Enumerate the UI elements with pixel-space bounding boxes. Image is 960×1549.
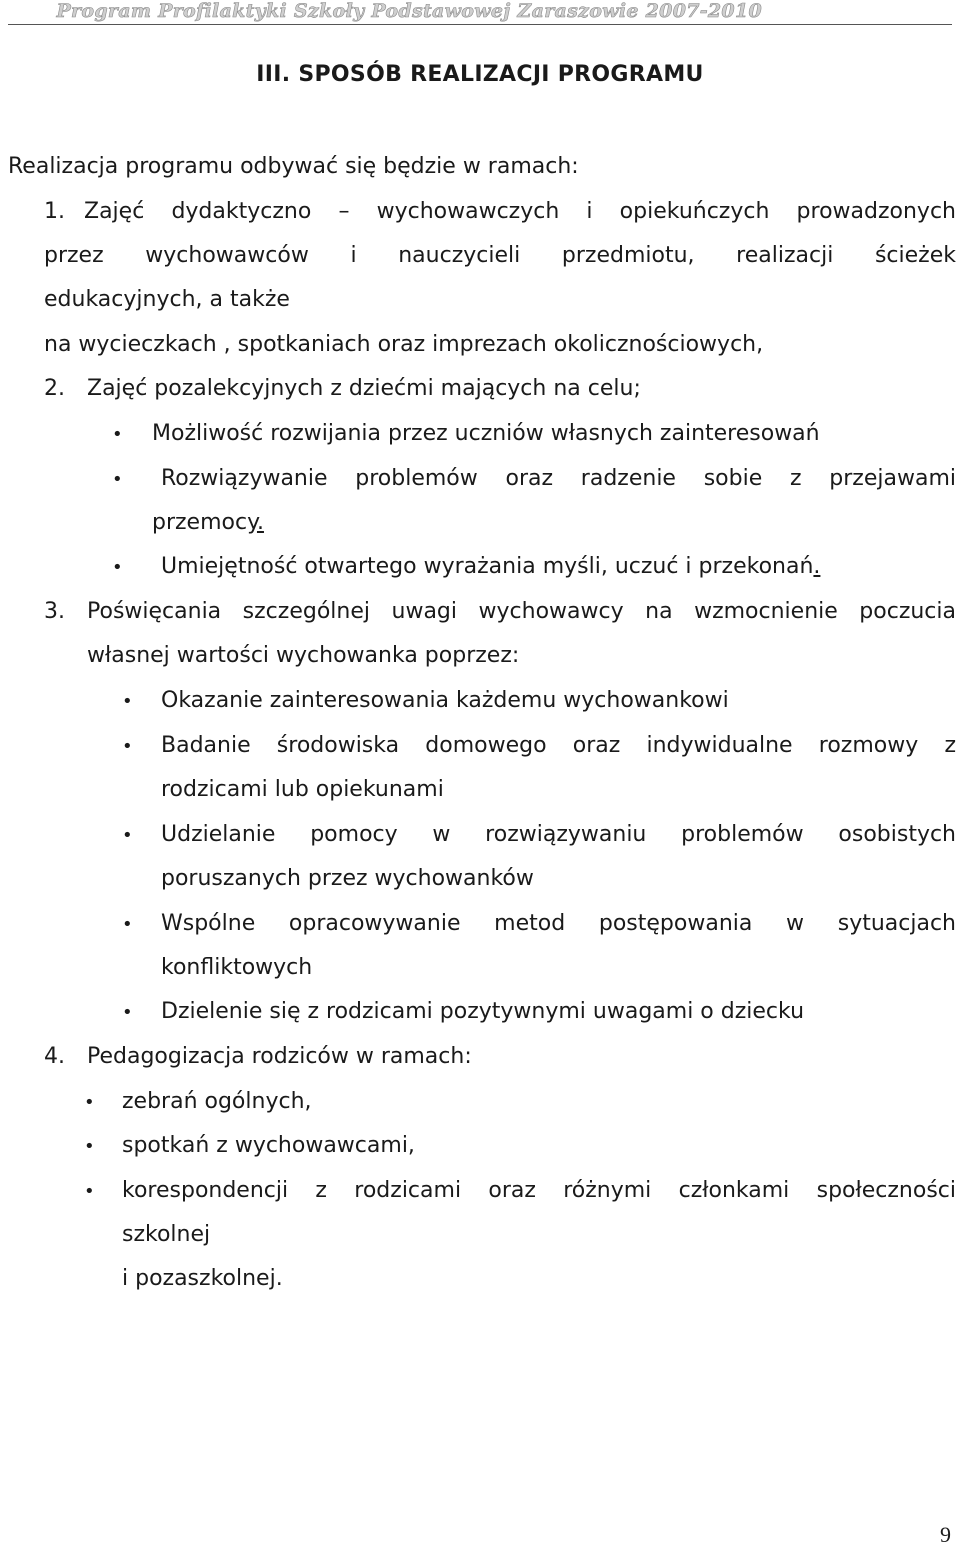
bullet-icon: • [84, 1181, 95, 1202]
bullet-icon: • [122, 1002, 133, 1023]
section-title: III. SPOSÓB REALIZACJI PROGRAMU [256, 62, 704, 87]
item3-bullet2-cont: rodzicami lub opiekunami [161, 777, 444, 802]
item3-bullet3: Udzielanie pomocy w rozwiązywaniu problemów osobistych [161, 822, 956, 847]
item2-bullet3-period: . [813, 554, 821, 579]
header-text: Program Profilaktyki Szkoły Podstawowej Zaraszowie 2007-2010 [56, 0, 762, 22]
item1-line1: Zajęć dydaktyczno – wychowawczych i opiekuńczych prowadzonych [84, 199, 956, 224]
item1-line4: na wycieczkach , spotkaniach oraz imprezach okolicznościowych, [44, 332, 764, 357]
item4-bullet3-cont2: i pozaszkolnej. [122, 1266, 283, 1291]
item3-line2: własnej wartości wychowanka poprzez: [87, 643, 520, 668]
item3-line1: Poświęcania szczególnej uwagi wychowawcy na wzmocnienie poczucia [87, 599, 956, 624]
page-number: 9 [940, 1522, 951, 1547]
item1-line2: przez wychowawców i nauczycieli przedmiotu, realizacji ścieżek [44, 243, 956, 268]
item3-number: 3. [44, 599, 65, 624]
bullet-icon: • [122, 825, 133, 846]
item4-bullet3-cont: szkolnej [122, 1222, 211, 1247]
item3-bullet4: Wspólne opracowywanie metod postępowania w sytuacjach [161, 911, 956, 936]
item3-bullet2: Badanie środowiska domowego oraz indywidualne rozmowy z [161, 733, 956, 758]
item4-line1: Pedagogizacja rodziców w ramach: [87, 1044, 472, 1069]
item4-bullet1: zebrań ogólnych, [122, 1089, 312, 1114]
intro-text: Realizacja programu odbywać się będzie w ramach: [8, 154, 579, 179]
item4-bullet2: spotkań z wychowawcami, [122, 1133, 415, 1158]
bullet-icon: • [122, 736, 133, 757]
item2-number: 2. [44, 376, 65, 401]
item2-bullet3 [161, 552, 820, 582]
bullet-icon: • [112, 469, 123, 490]
page-header [8, 0, 952, 25]
item1-line3: edukacyjnych, a także [44, 287, 290, 312]
bullet-icon: • [112, 557, 123, 578]
item2-bullet2-cont [152, 508, 264, 538]
item2-bullet1: Możliwość rozwijania przez uczniów własnych zainteresowań [152, 421, 820, 446]
item3-bullet3-cont: poruszanych przez wychowanków [161, 866, 534, 891]
item3-bullet1: Okazanie zainteresowania każdemu wychowankowi [161, 688, 729, 713]
bullet-icon: • [112, 424, 123, 445]
bullet-icon: • [122, 691, 133, 712]
item2-bullet2-cont-text: przemocy [152, 510, 257, 535]
bullet-icon: • [122, 914, 133, 935]
item2-line1: Zajęć pozalekcyjnych z dziećmi mających na celu; [87, 376, 641, 401]
bullet-icon: • [84, 1092, 95, 1113]
item2-bullet2: Rozwiązywanie problemów oraz radzenie sobie z przejawami [161, 466, 956, 491]
item3-bullet4-cont: konfliktowych [161, 955, 313, 980]
item4-number: 4. [44, 1044, 65, 1069]
item2-bullet2-period: . [256, 510, 264, 535]
item4-bullet3: korespondencji z rodzicami oraz różnymi członkami społeczności [122, 1178, 956, 1203]
item1-number: 1. [44, 199, 65, 224]
item2-bullet3-text: Umiejętność otwartego wyrażania myśli, uczuć i przekonań [161, 554, 814, 579]
bullet-icon: • [84, 1136, 95, 1157]
item3-bullet5: Dzielenie się z rodzicami pozytywnymi uwagami o dziecku [161, 999, 805, 1024]
